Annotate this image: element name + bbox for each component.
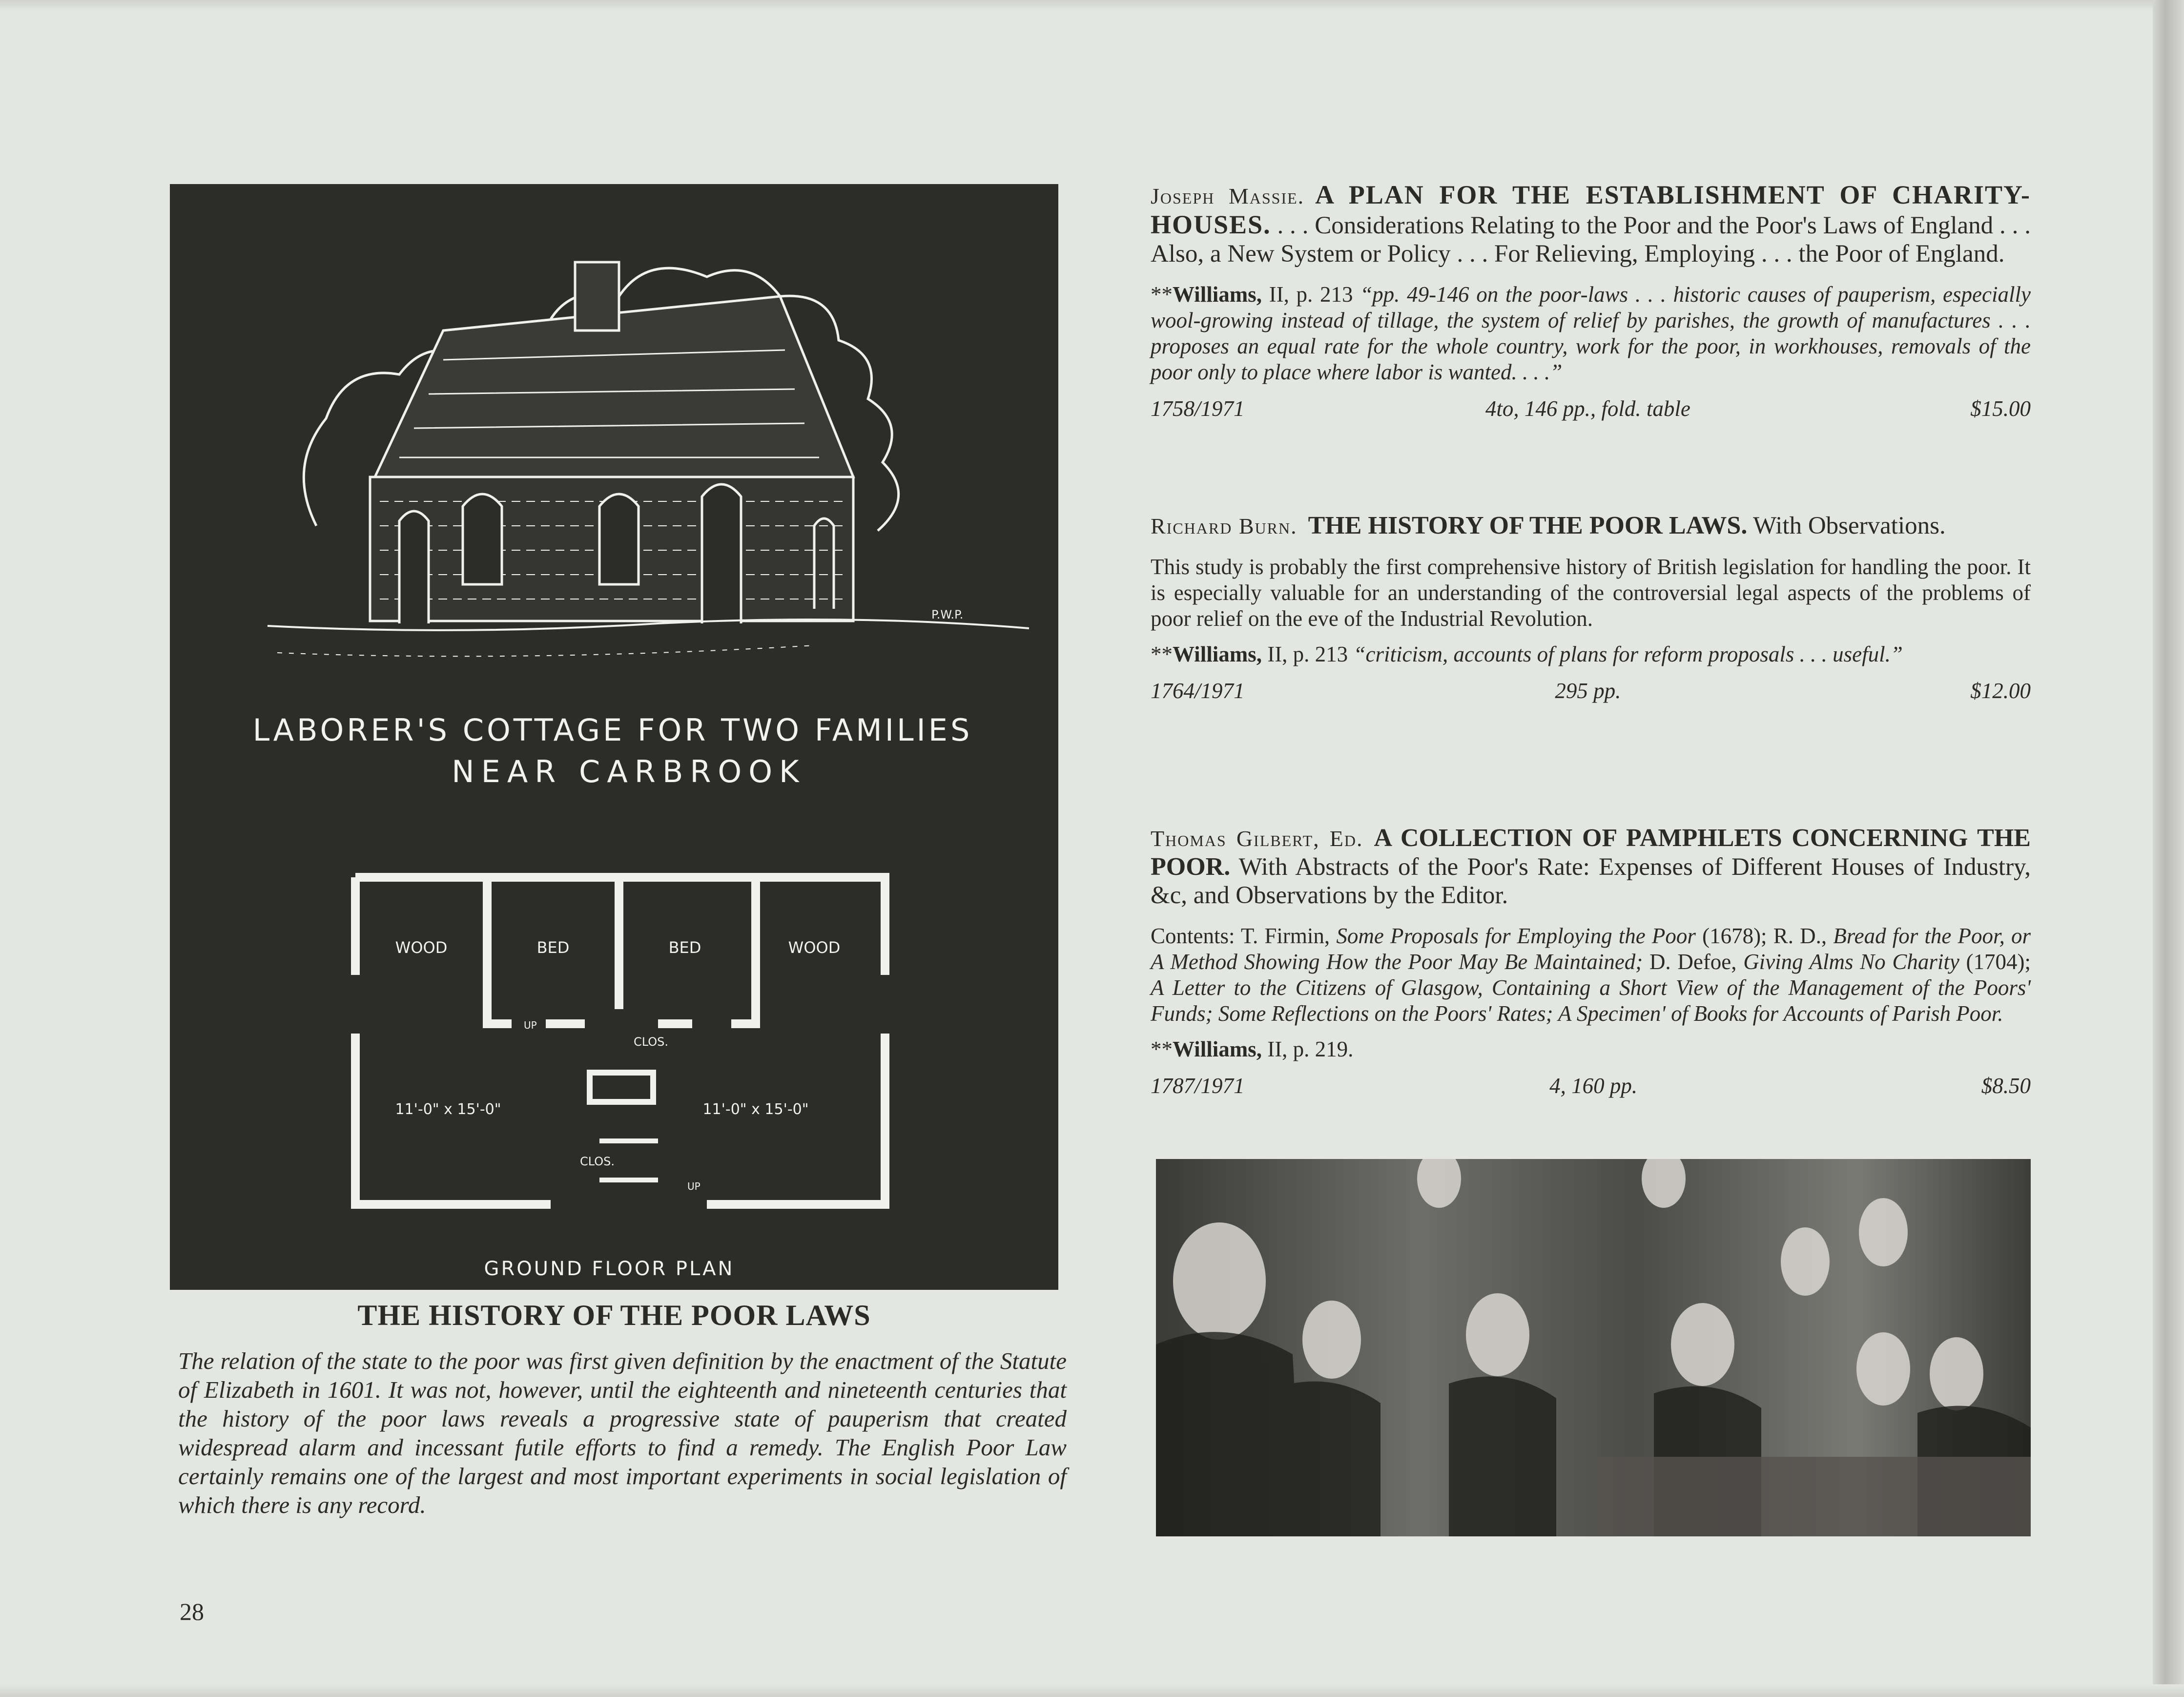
floor-plan [355, 877, 885, 1204]
chimney [575, 262, 619, 331]
ref-name: Williams, [1173, 282, 1262, 307]
portrait-figures [1156, 1159, 2031, 1536]
book-entry [1151, 512, 2031, 704]
page-edge-top [0, 0, 2184, 11]
entry-reference [1151, 1036, 2031, 1062]
page-number: 28 [180, 1598, 204, 1625]
entry-format: 4to, 146 pp., fold. table [1485, 396, 1690, 421]
illustration-title-line1: LABORER'S COTTAGE FOR TWO FAMILIES [252, 712, 973, 748]
ref-quote: “criticism, accounts of plans for reform proposals . . . useful.” [1353, 642, 1903, 666]
entry-format: 295 pp. [1555, 679, 1621, 703]
stairs-up-label: UP [524, 1019, 537, 1031]
contents-title: A Letter to the Citizens of Glasgow, Containing a Short View of the Management of the Poors' Funds; Some Reflections on the Poors' Rates; A Specimen' of Books for Accounts of Parish Poor. [1151, 975, 2031, 1026]
room-label: BED [536, 938, 570, 957]
entry-publication [1151, 678, 2031, 704]
ref-page: II, p. 213 [1261, 642, 1354, 666]
ref-prefix: ** [1151, 282, 1173, 307]
entry-publication [1151, 396, 2031, 421]
cottage-drawing [170, 184, 1058, 1290]
ref-quote: “pp. 49-146 on the poor-laws . . . historic causes of pauperism, especially wool-growing instead of tillage, the system of relief by parishes, the growth of manufactures . . . proposes an equal rate for the whole country, work for the poor, in workhouses, removals of the poor only to place where labor is wanted. . . .” [1151, 282, 2031, 384]
room-size-left: 11'-0" x 15'-0" [395, 1101, 501, 1118]
entry-dates: 1758/1971 [1151, 396, 1245, 421]
contents-title: Some Proposals for Employing the Poor [1336, 924, 1696, 948]
entry-description: This study is probably the first comprehensive history of British legislation for handling the poor. It is especially valuable for an understanding of the controversial legal aspects of the problems of poor relief on the eve of the Industrial Revolution. [1151, 555, 2031, 631]
closet-label: CLOS. [634, 1035, 669, 1049]
group-portrait-photo [1156, 1159, 2031, 1536]
entry-title: A COLLECTION OF PAMPHLETS CONCERNING THE POOR. [1151, 824, 2031, 881]
room-size-right: 11'-0" x 15'-0" [702, 1101, 809, 1118]
book-entry [1151, 181, 2031, 421]
entry-reference [1151, 282, 2031, 385]
caption-title: THE HISTORY OF THE POOR LAWS [357, 1299, 871, 1331]
entry-publication [1151, 1073, 2031, 1098]
contents-text: (1678); R. D., [1695, 924, 1834, 948]
entry-author: Richard Burn. [1151, 514, 1298, 538]
illustration-title-line2: NEAR CARBROOK [452, 754, 806, 789]
entry-price: $8.50 [1981, 1074, 2031, 1098]
contents-title: Bread for the Poor, or A Method Showing How the Poor May Be Maintained; [1151, 924, 2031, 974]
contents-text: (1704); [1959, 950, 2031, 974]
entry-contents [1151, 923, 2031, 1027]
entry-subtitle: . . . Considerations Relating to the Poor and the Poor's Laws of England . . . Also, a New System or Policy . . . For Relieving, Employing . . . the Poor of England. [1151, 212, 2031, 268]
ref-name: Williams, [1173, 642, 1262, 666]
cottage-illustration [170, 184, 1058, 1290]
entry-dates: 1787/1971 [1151, 1074, 1245, 1098]
page-edge-bottom [0, 1684, 2184, 1697]
plan-label: GROUND FLOOR PLAN [484, 1258, 735, 1280]
entry-price: $15.00 [1970, 396, 2031, 421]
entry-author: Joseph Massie. [1151, 184, 1305, 208]
window-right [599, 494, 639, 584]
stairs-up-label: UP [687, 1180, 701, 1192]
ref-name: Williams, [1173, 1037, 1262, 1061]
room-label: WOOD [788, 938, 841, 957]
window-left [463, 494, 502, 584]
contents-text: D. Defoe, [1643, 950, 1744, 974]
entry-reference [1151, 642, 2031, 667]
ref-page: II, p. 213 [1261, 282, 1360, 307]
entry-dates: 1764/1971 [1151, 679, 1245, 703]
closet-label: CLOS. [580, 1155, 615, 1168]
entry-author: Thomas Gilbert, Ed. [1151, 826, 1363, 851]
artist-initials: P.W.P. [931, 608, 964, 621]
door-left [399, 511, 429, 623]
entry-heading [1151, 512, 2031, 540]
book-entry [1151, 824, 2031, 1098]
door-right [702, 484, 741, 623]
entry-format: 4, 160 pp. [1549, 1074, 1638, 1098]
room-label: BED [668, 938, 701, 957]
entry-title: A PLAN FOR THE ESTABLISHMENT OF CHARITY-HOUSES. [1151, 180, 2031, 239]
entry-heading [1151, 181, 2031, 268]
page-edge-right [2153, 0, 2184, 1697]
caption-text: The relation of the state to the poor was first given definition by the enactment of the Statute of Elizabeth in 1601. It was not, however, until the eighteenth and nineteenth centuries that the history of the poor laws reveals a progressive state of pauperism that created widespread alarm and incessant futile efforts to find a remedy. The English Poor Law certainly remains one of the largest and most important experiments in social legislation of which there is any record. [178, 1347, 1067, 1518]
entry-price: $12.00 [1970, 679, 2031, 703]
contents-title: Giving Alms No Charity [1743, 950, 1959, 974]
entry-title: THE HISTORY OF THE POOR LAWS. [1308, 512, 1748, 539]
room-label: WOOD [395, 938, 448, 957]
contents-label: Contents: T. Firmin, [1151, 924, 1337, 948]
ref-page: II, p. 219. [1261, 1037, 1354, 1061]
entry-subtitle: With Observations. [1747, 512, 1946, 539]
ref-prefix: ** [1151, 1037, 1173, 1061]
entry-heading [1151, 824, 2031, 910]
entry-subtitle: With Abstracts of the Poor's Rate: Expenses of Different Houses of Industry, &c, and Observations by the Editor. [1151, 853, 2031, 909]
ref-prefix: ** [1151, 642, 1173, 666]
